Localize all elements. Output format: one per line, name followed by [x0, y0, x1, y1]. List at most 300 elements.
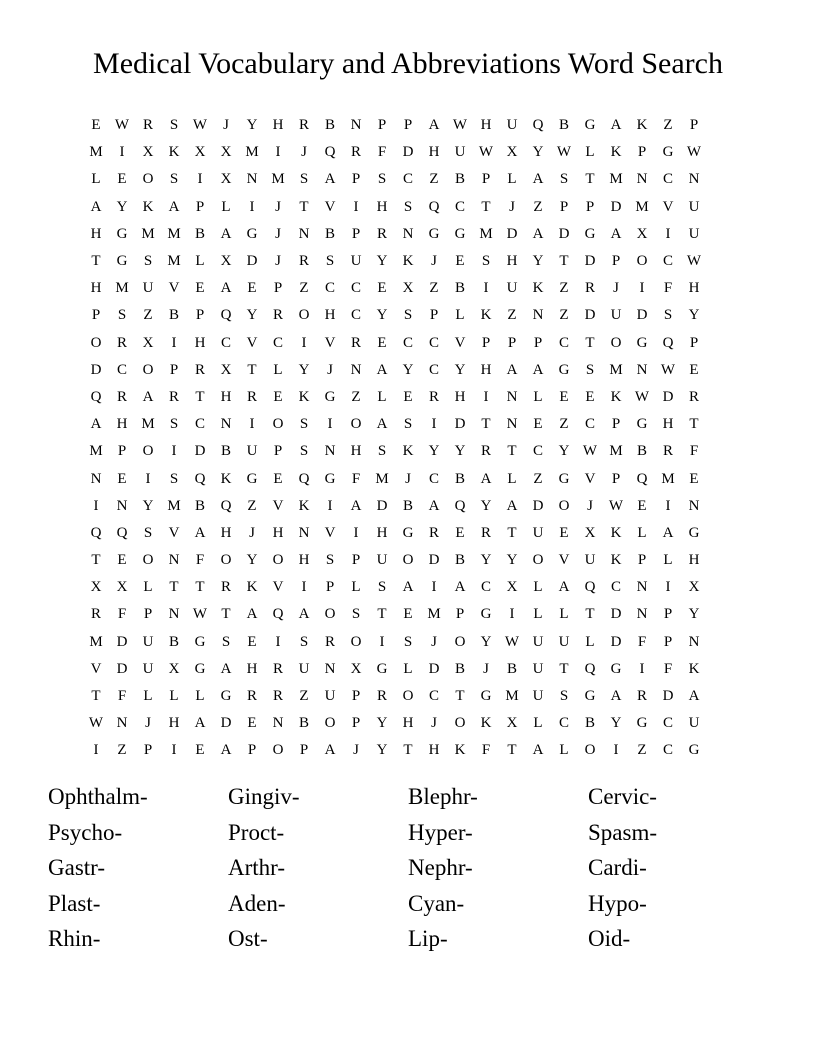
- grid-letter: D: [610, 633, 622, 650]
- grid-letter: N: [298, 225, 310, 242]
- grid-row: [83, 683, 733, 710]
- word-list-item: Gastr-: [48, 855, 106, 880]
- grid-letter: G: [194, 660, 206, 677]
- grid-letter: U: [558, 633, 570, 650]
- grid-letter: F: [117, 606, 127, 623]
- grid-row: [83, 438, 733, 465]
- grid-letter: N: [532, 307, 544, 324]
- grid-letter: G: [454, 225, 466, 242]
- grid-letter: D: [636, 307, 648, 324]
- grid-letter: D: [116, 660, 128, 677]
- grid-letter: H: [220, 524, 232, 541]
- grid-letter: Z: [507, 307, 517, 324]
- grid-letter: I: [353, 524, 359, 541]
- grid-letter: Q: [116, 524, 128, 541]
- grid-letter: Y: [298, 361, 310, 378]
- grid-letter: L: [585, 144, 595, 161]
- grid-letter: N: [350, 361, 362, 378]
- grid-letter: B: [454, 470, 465, 487]
- grid-letter: O: [272, 416, 284, 433]
- grid-letter: J: [301, 144, 307, 161]
- grid-letter: A: [220, 280, 232, 297]
- grid-letter: B: [194, 497, 205, 514]
- grid-letter: L: [585, 633, 595, 650]
- grid-letter: M: [375, 470, 389, 487]
- grid-letter: T: [585, 171, 595, 188]
- grid-letter: Q: [636, 470, 648, 487]
- grid-letter: A: [558, 579, 570, 596]
- grid-letter: P: [689, 334, 699, 351]
- grid-letter: P: [91, 307, 101, 324]
- grid-letter: E: [247, 633, 257, 650]
- grid-letter: K: [298, 497, 310, 514]
- grid-letter: J: [275, 198, 281, 215]
- grid-letter: Q: [90, 388, 102, 405]
- grid-letter: I: [171, 443, 177, 460]
- grid-letter: P: [403, 117, 413, 134]
- grid-letter: X: [688, 579, 700, 596]
- grid-letter: Q: [454, 497, 466, 514]
- grid-letter: T: [377, 606, 387, 623]
- grid-letter: D: [90, 361, 102, 378]
- grid-letter: N: [324, 660, 336, 677]
- grid-letter: B: [220, 443, 231, 460]
- grid-letter: A: [506, 361, 518, 378]
- grid-letter: A: [194, 715, 206, 732]
- grid-letter: N: [298, 524, 310, 541]
- grid-letter: L: [91, 171, 101, 188]
- grid-letter: Y: [246, 307, 258, 324]
- grid-letter: S: [403, 198, 413, 215]
- grid-letter: O: [142, 552, 154, 569]
- grid-row: [83, 465, 733, 492]
- grid-letter: C: [402, 334, 413, 351]
- grid-letter: U: [532, 660, 544, 677]
- grid-letter: D: [246, 253, 258, 270]
- grid-letter: P: [611, 470, 621, 487]
- grid-letter: V: [662, 198, 674, 215]
- grid-letter: Y: [532, 144, 544, 161]
- grid-letter: P: [273, 280, 283, 297]
- grid-letter: B: [324, 225, 335, 242]
- word-list-item: Ost-: [228, 926, 268, 951]
- grid-letter: K: [220, 470, 232, 487]
- grid-letter: I: [171, 334, 177, 351]
- word-list-item: Cyan-: [408, 890, 465, 916]
- grid-letter: E: [91, 117, 101, 134]
- grid-letter: S: [559, 171, 569, 188]
- grid-letter: Y: [376, 307, 388, 324]
- grid-letter: S: [403, 416, 413, 433]
- grid-letter: X: [142, 144, 154, 161]
- grid-letter: T: [481, 198, 491, 215]
- grid-letter: G: [636, 715, 648, 732]
- grid-letter: H: [376, 524, 388, 541]
- grid-letter: C: [532, 443, 543, 460]
- grid-letter: Z: [559, 416, 569, 433]
- grid-letter: X: [506, 144, 518, 161]
- grid-letter: H: [506, 253, 518, 270]
- grid-letter: S: [377, 171, 387, 188]
- grid-letter: Y: [688, 307, 700, 324]
- grid-letter: R: [246, 388, 257, 405]
- grid-letter: C: [584, 416, 595, 433]
- grid-letter: H: [324, 307, 336, 324]
- grid-letter: A: [220, 742, 232, 759]
- grid-letter: N: [90, 470, 102, 487]
- word-list-item: Blephr-: [408, 784, 478, 809]
- grid-letter: R: [662, 443, 673, 460]
- grid-letter: C: [350, 307, 361, 324]
- grid-letter: W: [88, 715, 104, 732]
- grid-letter: G: [480, 606, 492, 623]
- grid-letter: F: [689, 443, 699, 460]
- grid-letter: K: [246, 579, 258, 596]
- grid-letter: Q: [662, 334, 674, 351]
- grid-letter: D: [610, 606, 622, 623]
- grid-letter: V: [324, 524, 336, 541]
- grid-letter: Y: [376, 253, 388, 270]
- grid-letter: M: [609, 361, 623, 378]
- grid-letter: I: [171, 742, 177, 759]
- grid-letter: O: [558, 497, 570, 514]
- grid-letter: O: [350, 633, 362, 650]
- grid-letter: Y: [688, 606, 700, 623]
- grid-letter: H: [428, 144, 440, 161]
- grid-letter: L: [559, 606, 569, 623]
- grid-letter: Y: [454, 361, 466, 378]
- grid-letter: D: [662, 688, 674, 705]
- grid-letter: A: [90, 198, 102, 215]
- grid-letter: W: [452, 117, 468, 134]
- grid-letter: A: [298, 606, 310, 623]
- grid-letter: T: [169, 579, 179, 596]
- grid-letter: O: [272, 742, 284, 759]
- grid-letter: D: [584, 307, 596, 324]
- grid-letter: A: [506, 497, 518, 514]
- grid-letter: H: [688, 280, 700, 297]
- grid-letter: O: [350, 416, 362, 433]
- grid-letter: S: [585, 361, 595, 378]
- grid-letter: O: [584, 742, 596, 759]
- grid-letter: P: [195, 307, 205, 324]
- grid-letter: P: [351, 552, 361, 569]
- grid-letter: U: [688, 225, 700, 242]
- grid-letter: G: [246, 470, 258, 487]
- grid-letter: T: [403, 742, 413, 759]
- grid-letter: N: [168, 606, 180, 623]
- grid-letter: E: [117, 470, 127, 487]
- grid-letter: P: [325, 579, 335, 596]
- grid-letter: U: [610, 307, 622, 324]
- grid-letter: V: [168, 280, 180, 297]
- grid-letter: H: [428, 742, 440, 759]
- grid-letter: P: [351, 688, 361, 705]
- grid-letter: J: [431, 253, 437, 270]
- grid-letter: D: [610, 198, 622, 215]
- grid-letter: F: [117, 688, 127, 705]
- grid-letter: S: [481, 253, 491, 270]
- word-list-item: Oid-: [588, 926, 631, 951]
- grid-letter: O: [402, 688, 414, 705]
- grid-letter: A: [662, 524, 674, 541]
- grid-row: [83, 520, 733, 547]
- grid-letter: T: [455, 688, 465, 705]
- grid-letter: H: [194, 334, 206, 351]
- grid-letter: F: [663, 280, 673, 297]
- grid-row: [83, 194, 733, 221]
- grid-letter: R: [90, 606, 101, 623]
- grid-letter: O: [532, 552, 544, 569]
- grid-letter: N: [688, 171, 700, 188]
- grid-letter: M: [89, 144, 103, 161]
- grid-letter: X: [220, 361, 232, 378]
- grid-letter: C: [662, 715, 673, 732]
- word-list-item: Plast-: [48, 890, 101, 916]
- grid-letter: A: [610, 117, 622, 134]
- grid-letter: X: [220, 171, 232, 188]
- grid-letter: D: [558, 225, 570, 242]
- grid-letter: C: [480, 579, 491, 596]
- grid-letter: D: [428, 660, 440, 677]
- grid-letter: K: [636, 117, 648, 134]
- grid-letter: S: [377, 579, 387, 596]
- grid-letter: I: [353, 198, 359, 215]
- grid-letter: H: [454, 388, 466, 405]
- grid-letter: Q: [220, 497, 232, 514]
- grid-letter: N: [688, 497, 700, 514]
- word-list: [48, 780, 768, 958]
- grid-letter: K: [402, 253, 414, 270]
- grid-letter: S: [299, 171, 309, 188]
- grid-letter: B: [558, 117, 569, 134]
- grid-letter: E: [247, 280, 257, 297]
- grid-letter: I: [327, 416, 333, 433]
- grid-letter: T: [195, 388, 205, 405]
- grid-letter: M: [141, 225, 155, 242]
- grid-letter: Y: [376, 715, 388, 732]
- grid-letter: G: [402, 524, 414, 541]
- grid-letter: M: [89, 633, 103, 650]
- grid-letter: D: [584, 253, 596, 270]
- grid-letter: R: [480, 443, 491, 460]
- grid-letter: T: [507, 742, 517, 759]
- grid-letter: B: [454, 171, 465, 188]
- grid-letter: D: [220, 715, 232, 732]
- grid-letter: L: [507, 171, 517, 188]
- grid-letter: N: [272, 715, 284, 732]
- word-list-item: Rhin-: [48, 926, 101, 951]
- grid-letter: G: [584, 688, 596, 705]
- grid-letter: S: [143, 524, 153, 541]
- grid-letter: U: [688, 715, 700, 732]
- grid-letter: Z: [559, 307, 569, 324]
- grid-letter: R: [194, 361, 205, 378]
- grid-letter: U: [350, 253, 362, 270]
- grid-letter: E: [455, 524, 465, 541]
- grid-letter: P: [533, 334, 543, 351]
- grid-letter: E: [559, 524, 569, 541]
- grid-letter: M: [167, 225, 181, 242]
- grid-letter: P: [377, 117, 387, 134]
- grid-row: [83, 574, 733, 601]
- grid-letter: B: [506, 660, 517, 677]
- grid-letter: R: [480, 524, 491, 541]
- grid-row: [83, 221, 733, 248]
- grid-letter: C: [558, 715, 569, 732]
- grid-row: [83, 139, 733, 166]
- grid-letter: A: [532, 171, 544, 188]
- grid-letter: K: [610, 144, 622, 161]
- grid-row: [83, 411, 733, 438]
- grid-letter: W: [660, 361, 676, 378]
- grid-letter: K: [454, 742, 466, 759]
- grid-row: [83, 112, 733, 139]
- word-list-item: Hyper-: [408, 819, 473, 845]
- grid-letter: E: [403, 606, 413, 623]
- grid-letter: O: [454, 633, 466, 650]
- grid-letter: W: [634, 388, 650, 405]
- grid-letter: L: [637, 524, 647, 541]
- grid-letter: A: [246, 606, 258, 623]
- grid-letter: Y: [116, 198, 128, 215]
- grid-letter: K: [610, 388, 622, 405]
- grid-letter: Y: [480, 497, 492, 514]
- grid-letter: G: [246, 225, 258, 242]
- grid-letter: S: [117, 307, 127, 324]
- grid-letter: S: [351, 606, 361, 623]
- grid-letter: I: [379, 633, 385, 650]
- grid-letter: T: [689, 416, 699, 433]
- grid-letter: L: [143, 579, 153, 596]
- grid-letter: P: [637, 144, 647, 161]
- grid-letter: B: [298, 715, 309, 732]
- grid-letter: S: [663, 307, 673, 324]
- grid-letter: U: [506, 280, 518, 297]
- grid-letter: H: [376, 198, 388, 215]
- grid-letter: P: [611, 416, 621, 433]
- grid-letter: I: [197, 171, 203, 188]
- grid-letter: A: [428, 497, 440, 514]
- grid-letter: A: [688, 688, 700, 705]
- grid-letter: E: [377, 334, 387, 351]
- grid-letter: U: [376, 552, 388, 569]
- grid-letter: I: [93, 497, 99, 514]
- grid-letter: H: [116, 416, 128, 433]
- grid-letter: P: [559, 198, 569, 215]
- grid-letter: Q: [272, 606, 284, 623]
- grid-letter: Q: [584, 579, 596, 596]
- grid-letter: S: [403, 307, 413, 324]
- grid-letter: T: [559, 660, 569, 677]
- grid-letter: N: [324, 443, 336, 460]
- grid-letter: Z: [117, 742, 127, 759]
- grid-letter: S: [169, 416, 179, 433]
- grid-letter: E: [273, 388, 283, 405]
- grid-letter: P: [117, 443, 127, 460]
- grid-letter: N: [220, 416, 232, 433]
- grid-letter: A: [610, 688, 622, 705]
- grid-letter: O: [90, 334, 102, 351]
- grid-letter: A: [610, 225, 622, 242]
- grid-letter: V: [168, 524, 180, 541]
- grid-letter: M: [167, 497, 181, 514]
- grid-letter: J: [431, 633, 437, 650]
- grid-letter: G: [584, 225, 596, 242]
- grid-letter: X: [194, 144, 206, 161]
- grid-letter: N: [168, 552, 180, 569]
- grid-letter: V: [454, 334, 466, 351]
- grid-letter: L: [377, 388, 387, 405]
- grid-letter: O: [610, 334, 622, 351]
- grid-letter: A: [376, 361, 388, 378]
- grid-letter: A: [402, 579, 414, 596]
- grid-letter: P: [663, 633, 673, 650]
- grid-letter: M: [609, 171, 623, 188]
- grid-letter: C: [272, 334, 283, 351]
- grid-letter: Y: [558, 443, 570, 460]
- grid-letter: L: [273, 361, 283, 378]
- grid-letter: U: [142, 660, 154, 677]
- grid-letter: L: [455, 307, 465, 324]
- grid-letter: X: [506, 715, 518, 732]
- grid-letter: B: [324, 117, 335, 134]
- grid-letter: R: [298, 117, 309, 134]
- grid-letter: R: [350, 334, 361, 351]
- grid-letter: P: [507, 334, 517, 351]
- grid-letter: A: [168, 198, 180, 215]
- grid-letter: Q: [532, 117, 544, 134]
- grid-letter: C: [194, 416, 205, 433]
- grid-letter: N: [246, 171, 258, 188]
- grid-letter: T: [507, 524, 517, 541]
- grid-letter: K: [480, 715, 492, 732]
- grid-letter: H: [90, 280, 102, 297]
- grid-letter: L: [533, 715, 543, 732]
- grid-letter: C: [610, 579, 621, 596]
- grid-letter: V: [324, 334, 336, 351]
- grid-letter: J: [249, 524, 255, 541]
- grid-letter: Z: [533, 470, 543, 487]
- grid-letter: S: [299, 633, 309, 650]
- grid-letter: I: [483, 280, 489, 297]
- grid-letter: P: [351, 171, 361, 188]
- grid-letter: A: [532, 742, 544, 759]
- grid-letter: R: [116, 334, 127, 351]
- grid-letter: Q: [584, 660, 596, 677]
- grid-letter: O: [220, 552, 232, 569]
- grid-letter: B: [454, 280, 465, 297]
- grid-letter: V: [246, 334, 258, 351]
- grid-letter: H: [246, 660, 258, 677]
- grid-letter: R: [428, 388, 439, 405]
- grid-letter: I: [275, 633, 281, 650]
- grid-letter: A: [324, 742, 336, 759]
- grid-letter: W: [478, 144, 494, 161]
- grid-row: [83, 629, 733, 656]
- grid-letter: S: [325, 253, 335, 270]
- grid-letter: N: [688, 633, 700, 650]
- grid-letter: A: [142, 388, 154, 405]
- grid-letter: U: [688, 198, 700, 215]
- grid-letter: I: [639, 660, 645, 677]
- grid-letter: E: [533, 416, 543, 433]
- grid-letter: V: [272, 579, 284, 596]
- grid-letter: I: [639, 280, 645, 297]
- grid-letter: A: [220, 660, 232, 677]
- grid-letter: G: [558, 470, 570, 487]
- grid-letter: H: [272, 117, 284, 134]
